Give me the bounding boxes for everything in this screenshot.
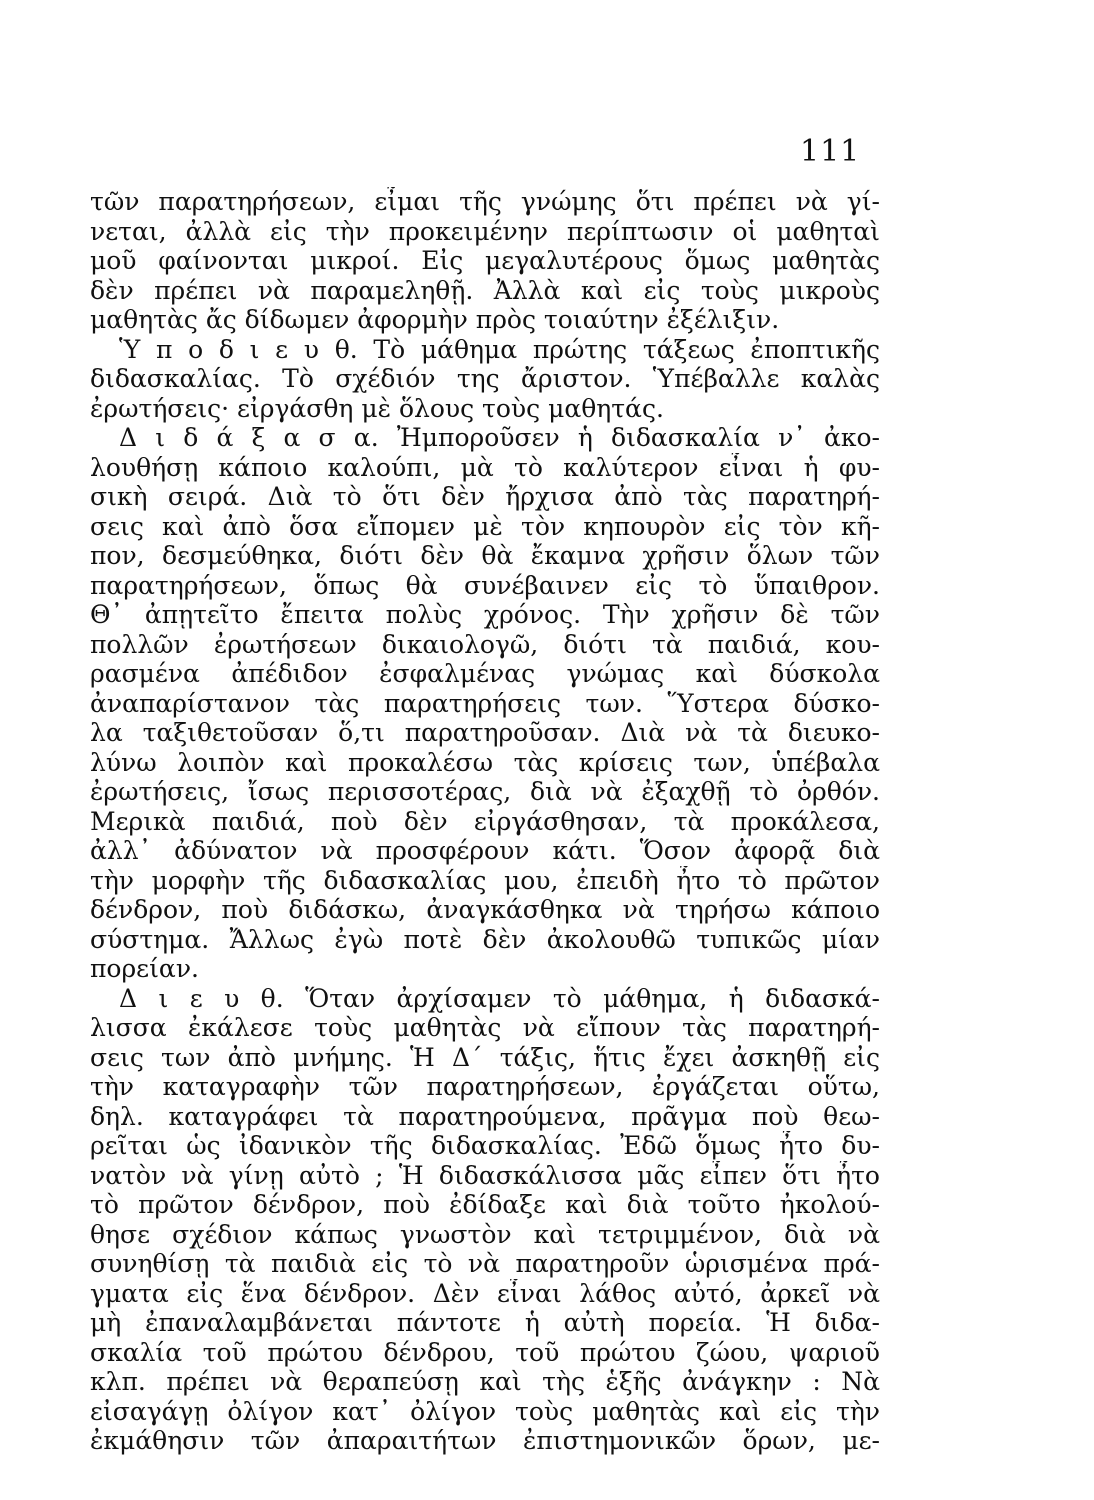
text-line: εἰσαγάγῃ ὀλίγον κατ᾿ ὀλίγον τοὺς μαθητὰς καὶ εἰς τὴν xyxy=(90,1396,880,1426)
text-line: δένδρον, ποὺ διδάσκω, ἀναγκάσθηκα νὰ τηρήσω κάποιο xyxy=(90,895,880,924)
text-line: δηλ. καταγράφει τὰ παρατηρούμενα, πρᾶγμα ποὺ θεω- xyxy=(90,1101,880,1131)
text-line: ἐρωτήσεις· εἰργάσθη μὲ ὅλους τοὺς μαθητάς. xyxy=(90,393,664,423)
text-line: ρασμένα ἀπέδιδον ἐσφαλμένας γνώμας καὶ δύσκολα xyxy=(90,659,880,688)
text-line: ἐκμάθησιν τῶν ἀπαραιτήτων ἐπιστημονικῶν ὅρων, με- xyxy=(90,1426,880,1455)
page-number: 111 xyxy=(800,134,861,169)
text-line: γματα εἰς ἕνα δένδρον. Δὲν εἶναι λάθος αὐτό, ἀρκεῖ νὰ xyxy=(90,1278,880,1308)
text-line: σύστημα. Ἄλλως ἐγὼ ποτὲ δὲν ἀκολουθῶ τυπικῶς μίαν xyxy=(90,924,880,954)
text-line: Δ ι ε υ θ. Ὅταν ἀρχίσαμεν τὸ μάθημα, ἡ διδασκά- xyxy=(119,983,880,1013)
text-line: δὲν πρέπει νὰ παραμεληθῇ. Ἀλλὰ καὶ εἰς τοὺς μικροὺς xyxy=(90,275,880,305)
body-text xyxy=(90,187,880,1456)
text-line: Μερικὰ παιδιά, ποὺ δὲν εἰργάσθησαν, τὰ προκάλεσα, xyxy=(90,806,880,836)
text-line: σκαλία τοῦ πρώτου δένδρου, τοῦ πρώτου ζώου, ψαριοῦ xyxy=(90,1337,880,1367)
text-line: μοῦ φαίνονται μικροί. Εἰς μεγαλυτέρους ὅμως μαθητὰς xyxy=(90,246,880,275)
text-line: Δ ι δ ά ξ α σ α. Ἠμποροῦσεν ἡ διδασκαλία ν᾿ ἀκο- xyxy=(119,423,880,452)
text-line: ρεῖται ὡς ἰδανικὸν τῆς διδασκαλίας. Ἐδῶ ὅμως ἦτο δυ- xyxy=(90,1131,880,1160)
text-line: πολλῶν ἐρωτήσεων δικαιολογῶ, διότι τὰ παιδιά, κου- xyxy=(90,629,880,659)
text-line: Ὑ π ο δ ι ε υ θ. Τὸ μάθημα πρώτης τάξεως ἐποπτικῆς xyxy=(119,334,880,364)
text-line: πον, δεσμεύθηκα, διότι δὲν θὰ ἔκαμνα χρῆσιν ὅλων τῶν xyxy=(90,541,880,570)
text-line: παρατηρήσεων, ὅπως θὰ συνέβαινεν εἰς τὸ ὕπαιθρον. xyxy=(90,570,880,600)
text-line: πορείαν. xyxy=(90,954,199,983)
text-line: μαθητὰς ἄς δίδωμεν ἀφορμὴν πρὸς τοιαύτην ἐξέλιξιν. xyxy=(90,305,780,334)
text-line: ἀλλ᾿ ἀδύνατον νὰ προσφέρουν κάτι. Ὅσον ἀφορᾷ διὰ xyxy=(90,836,880,865)
text-line: λύνω λοιπὸν καὶ προκαλέσω τὰς κρίσεις των, ὑπέβαλα xyxy=(90,747,880,777)
text-line: θησε σχέδιον κάπως γνωστὸν καὶ τετριμμένον, διὰ νὰ xyxy=(90,1219,880,1249)
text-line: σεις των ἀπὸ μνήμης. Ἡ Δ΄ τάξις, ἥτις ἔχει ἀσκηθῇ εἰς xyxy=(90,1042,880,1072)
text-line: ἀναπαρίστανον τὰς παρατηρήσεις των. Ὕστερα δύσκο- xyxy=(90,688,880,718)
text-line: λα ταξιθετοῦσαν ὅ,τι παρατηροῦσαν. Διὰ νὰ τὰ διευκο- xyxy=(90,718,880,747)
text-line: λουθήσῃ κάποιο καλούπι, μὰ τὸ καλύτερον εἶναι ἡ φυ- xyxy=(90,452,880,482)
text-line: διδασκαλίας. Τὸ σχέδιόν της ἄριστον. Ὑπέβαλλε καλὰς xyxy=(90,364,880,393)
text-line: τὴν μορφὴν τῆς διδασκαλίας μου, ἐπειδὴ ἦτο τὸ πρῶτον xyxy=(90,865,880,895)
text-line: λισσα ἐκάλεσε τοὺς μαθητὰς νὰ εἴπουν τὰς παρατηρή- xyxy=(90,1013,880,1042)
text-line: ἐρωτήσεις, ἴσως περισσοτέρας, διὰ νὰ ἐξαχθῇ τὸ ὀρθόν. xyxy=(90,777,880,806)
text-line: κλπ. πρέπει νὰ θεραπεύσῃ καὶ τὴς ἑξῆς ἀνάγκην : Νὰ xyxy=(90,1367,880,1396)
text-line: μὴ ἐπαναλαμβάνεται πάντοτε ἡ αὐτὴ πορεία. Ἡ διδα- xyxy=(90,1308,880,1337)
text-line: νατὸν νὰ γίνῃ αὐτὸ ; Ἡ διδασκάλισσα μᾶς εἶπεν ὅτι ἦτο xyxy=(90,1160,880,1190)
text-line: Θ᾿ ἀπῃτεῖτο ἔπειτα πολὺς χρόνος. Τὴν χρῆσιν δὲ τῶν xyxy=(90,600,880,629)
text-line: σεις καὶ ἀπὸ ὅσα εἴπομεν μὲ τὸν κηπουρὸν εἰς τὸν κῆ- xyxy=(90,511,880,541)
text-line: τὴν καταγραφὴν τῶν παρατηρήσεων, ἐργάζεται οὕτω, xyxy=(90,1072,880,1101)
text-line: τὸ πρῶτον δένδρον, ποὺ ἐδίδαξε καὶ διὰ τοῦτο ἠκολού- xyxy=(90,1190,880,1219)
text-line: σικὴ σειρά. Διὰ τὸ ὅτι δὲν ἤρχισα ἀπὸ τὰς παρατηρή- xyxy=(90,482,880,511)
text-line: συνηθίσῃ τὰ παιδιὰ εἰς τὸ νὰ παρατηροῦν ὡρισμένα πρά- xyxy=(90,1249,880,1278)
text-line: νεται, ἀλλὰ εἰς τὴν προκειμένην περίπτωσιν οἱ μαθηταὶ xyxy=(90,216,880,246)
text-line: τῶν παρατηρήσεων, εἶμαι τῆς γνώμης ὅτι πρέπει νὰ γί- xyxy=(90,187,880,216)
